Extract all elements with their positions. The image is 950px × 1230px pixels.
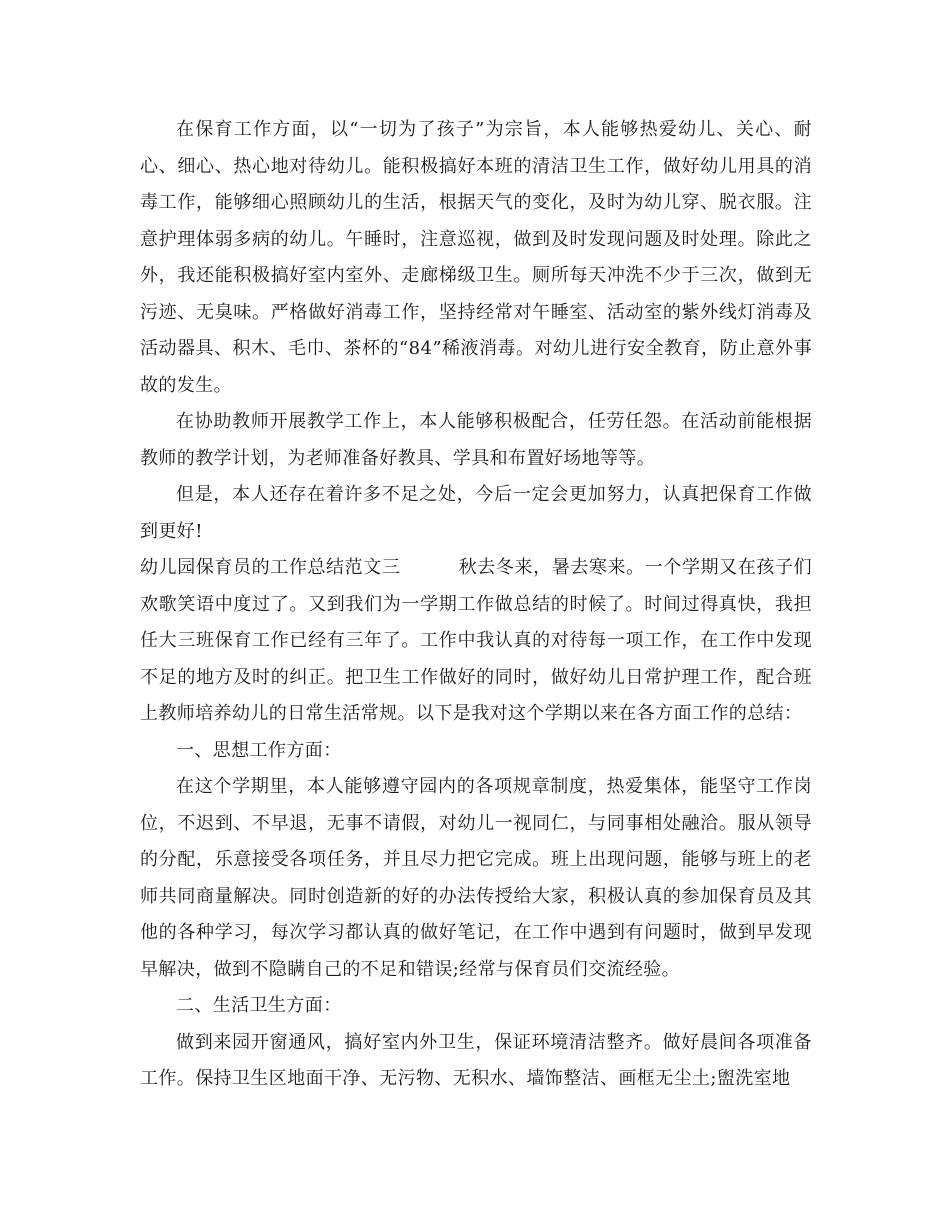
section-intro: 秋去冬来，暑去寒来。一个学期又在孩子们欢歌笑语中度过了。又到我们为一学期工作做总结的时候了。时间过得真快，我担任大三班保育工作已经有三年了。工作中我认真的对待每一项工作，在工作中发现不足的地方及时的纠正。把卫生工作做好的同时，做好幼儿日常护理工作，配合班上教师培养幼儿的日常生活常规。以下是我对这个学期以来在各方面工作的总结： <box>140 557 812 724</box>
paragraph-childcare: 在保育工作方面，以“一切为了孩子”为宗旨，本人能够热爱幼儿、关心、耐心、细心、热心地对待幼儿。能积极搞好本班的清洁卫生工作，做好幼儿用具的消毒工作，能够细心照顾幼儿的生活，根据天气的变化，及时为幼儿穿、脱衣服。注意护理体弱多病的幼儿。午睡时，注意巡视，做到及时发现问题及时处理。除此之外，我还能积极搞好室内室外、走廊梯级卫生。厕所每天冲洗不少于三次，做到无污迹、无臭味。严格做好消毒工作，坚持经常对午睡室、活动室的紫外线灯消毒及活动器具、积木、毛巾、茶杯的“84”稀液消毒。对幼儿进行安全教育，防止意外事故的发生。 <box>140 119 812 396</box>
paragraph-hygiene: 做到来园开窗通风，搞好室内外卫生，保证环境清洁整齐。做好晨间各项准备工作。保持卫生区地面干净、无污物、无积水、墙饰整洁、画框无尘土;盥洗室地 <box>140 1031 812 1089</box>
section-three <box>140 550 812 733</box>
section-title: 幼儿园保育员的工作总结范文三 <box>140 557 401 578</box>
document-page <box>140 112 812 1098</box>
heading-thought-work: 一、思想工作方面： <box>176 739 342 761</box>
paragraph-teaching-assist: 在协助教师开展教学工作上，本人能够积极配合，任劳任怨。在活动前能根据教师的教学计划，为老师准备好教具、学具和布置好场地等等。 <box>140 411 812 469</box>
paragraph-shortcomings: 但是，本人还存在着许多不足之处，今后一定会更加努力，认真把保育工作做到更好! <box>140 484 812 542</box>
heading-hygiene: 二、生活卫生方面： <box>176 995 342 1016</box>
paragraph-thought-work: 在这个学期里，本人能够遵守园内的各项规章制度，热爱集体，能坚守工作岗位，不迟到、不早退，无事不请假，对幼儿一视同仁，与同事相处融洽。服从领导的分配，乐意接受各项任务，并且尽力把它完成。班上出现问题，能够与班上的老师共同商量解决。同时创造新的好的办法传授给大家，积极认真的参加保育员及其他的各种学习，每次学习都认真的做好笔记，在工作中遇到有问题时，做到早发现早解决，做到不隐瞒自己的不足和错误;经常与保育员们交流经验。 <box>140 776 812 980</box>
